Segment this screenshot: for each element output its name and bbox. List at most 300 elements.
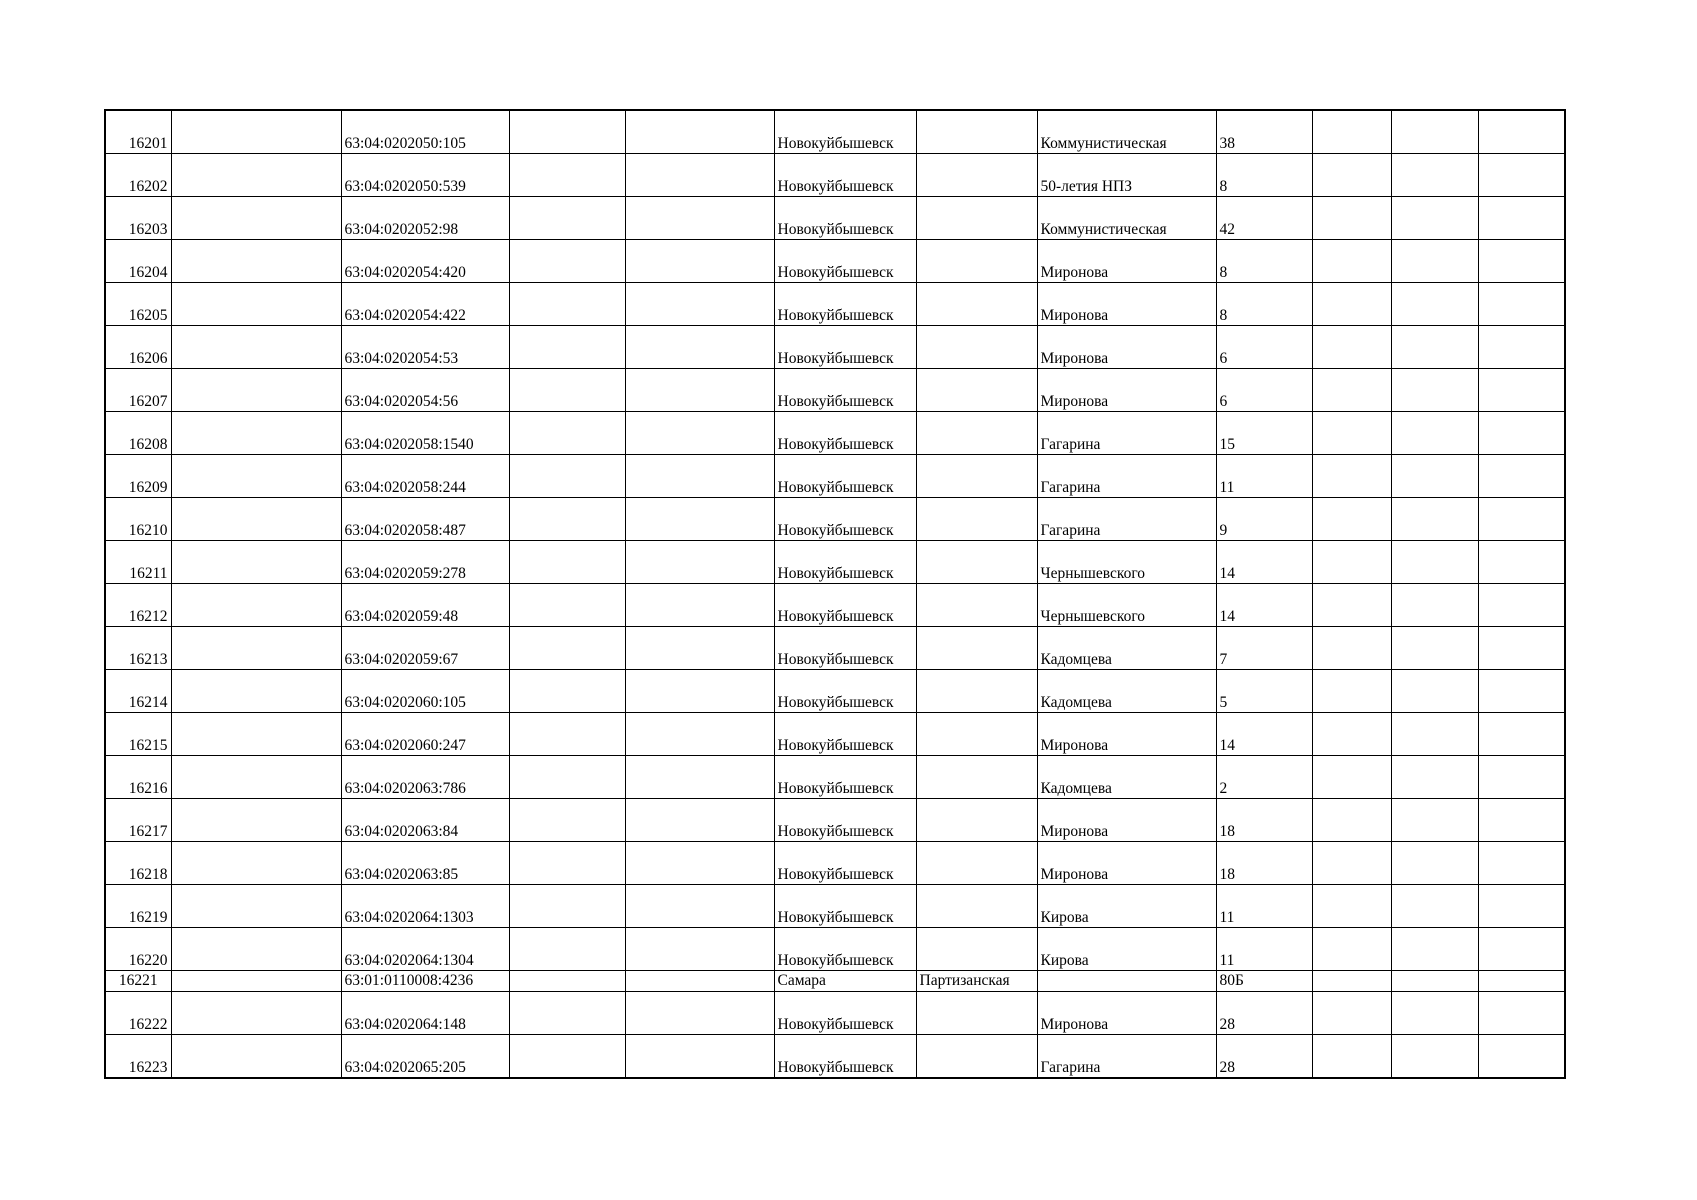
empty-cell <box>171 541 341 584</box>
house-number: 38 <box>1216 110 1312 154</box>
city-name: Новокуйбышевск <box>774 627 916 670</box>
empty-cell <box>1478 110 1565 154</box>
empty-cell <box>1037 971 1216 992</box>
empty-cell <box>509 992 625 1035</box>
city-name: Новокуйбышевск <box>774 110 916 154</box>
empty-cell <box>171 154 341 197</box>
record-number: 16201 <box>105 110 171 154</box>
empty-cell <box>1478 197 1565 240</box>
house-number: 11 <box>1216 928 1312 971</box>
city-name: Новокуйбышевск <box>774 455 916 498</box>
cadastral-number: 63:04:0202058:1540 <box>341 412 509 455</box>
empty-cell <box>916 584 1037 627</box>
record-number: 16221 <box>105 971 171 992</box>
empty-cell <box>1478 992 1565 1035</box>
empty-cell <box>1391 455 1478 498</box>
empty-cell <box>1478 627 1565 670</box>
empty-cell <box>1478 541 1565 584</box>
empty-cell <box>1312 992 1391 1035</box>
street-name: Кирова <box>1037 885 1216 928</box>
street-name: Чернышевского <box>1037 584 1216 627</box>
table-body <box>105 110 1565 1078</box>
empty-cell <box>916 756 1037 799</box>
empty-cell <box>1478 670 1565 713</box>
empty-cell <box>509 197 625 240</box>
record-number: 16207 <box>105 369 171 412</box>
street-name: Чернышевского <box>1037 541 1216 584</box>
empty-cell <box>1391 756 1478 799</box>
city-name: Новокуйбышевск <box>774 885 916 928</box>
empty-cell <box>509 928 625 971</box>
empty-cell <box>916 154 1037 197</box>
house-number: 7 <box>1216 627 1312 670</box>
empty-cell <box>509 756 625 799</box>
empty-cell <box>509 455 625 498</box>
empty-cell <box>1391 541 1478 584</box>
empty-cell <box>1312 928 1391 971</box>
empty-cell <box>1478 369 1565 412</box>
table-row <box>105 928 1565 971</box>
empty-cell <box>1312 584 1391 627</box>
street-name: Кирова <box>1037 928 1216 971</box>
empty-cell <box>1391 240 1478 283</box>
street-name: Коммунистическая <box>1037 197 1216 240</box>
table-row <box>105 885 1565 928</box>
cadastral-number: 63:04:0202064:1303 <box>341 885 509 928</box>
empty-cell <box>916 713 1037 756</box>
empty-cell <box>509 154 625 197</box>
empty-cell <box>916 1035 1037 1079</box>
record-number: 16212 <box>105 584 171 627</box>
record-number: 16222 <box>105 992 171 1035</box>
empty-cell <box>1312 842 1391 885</box>
street-name: Коммунистическая <box>1037 110 1216 154</box>
house-number: 11 <box>1216 885 1312 928</box>
empty-cell <box>171 756 341 799</box>
table-row <box>105 670 1565 713</box>
empty-cell <box>171 197 341 240</box>
empty-cell <box>625 326 774 369</box>
house-number: 15 <box>1216 412 1312 455</box>
record-number: 16219 <box>105 885 171 928</box>
empty-cell <box>916 885 1037 928</box>
empty-cell <box>509 885 625 928</box>
house-number: 5 <box>1216 670 1312 713</box>
empty-cell <box>1391 412 1478 455</box>
cadastral-number: 63:01:0110008:4236 <box>341 971 509 992</box>
empty-cell <box>1312 283 1391 326</box>
empty-cell <box>1391 283 1478 326</box>
house-number: 8 <box>1216 283 1312 326</box>
empty-cell <box>625 283 774 326</box>
empty-cell <box>625 110 774 154</box>
city-name: Самара <box>774 971 916 992</box>
empty-cell <box>625 756 774 799</box>
empty-cell <box>171 971 341 992</box>
house-number: 28 <box>1216 1035 1312 1079</box>
empty-cell <box>1478 885 1565 928</box>
street-name: Миронова <box>1037 713 1216 756</box>
empty-cell <box>1478 713 1565 756</box>
empty-cell <box>916 412 1037 455</box>
empty-cell <box>1312 240 1391 283</box>
empty-cell <box>625 627 774 670</box>
empty-cell <box>509 326 625 369</box>
empty-cell <box>1478 498 1565 541</box>
empty-cell <box>509 283 625 326</box>
empty-cell <box>625 670 774 713</box>
street-name: Гагарина <box>1037 455 1216 498</box>
table-row <box>105 541 1565 584</box>
table-row <box>105 154 1565 197</box>
empty-cell <box>625 584 774 627</box>
empty-cell <box>509 584 625 627</box>
empty-cell <box>509 369 625 412</box>
record-number: 16217 <box>105 799 171 842</box>
empty-cell <box>1478 326 1565 369</box>
empty-cell <box>916 369 1037 412</box>
empty-cell <box>1312 1035 1391 1079</box>
cadastral-number: 63:04:0202058:244 <box>341 455 509 498</box>
empty-cell <box>171 713 341 756</box>
cadastral-number: 63:04:0202064:1304 <box>341 928 509 971</box>
street-name: Миронова <box>1037 992 1216 1035</box>
empty-cell <box>1312 110 1391 154</box>
empty-cell <box>1312 197 1391 240</box>
empty-cell <box>1312 971 1391 992</box>
table-row <box>105 412 1565 455</box>
empty-cell <box>625 1035 774 1079</box>
empty-cell <box>916 842 1037 885</box>
empty-cell <box>171 992 341 1035</box>
empty-cell <box>625 541 774 584</box>
empty-cell <box>1312 627 1391 670</box>
empty-cell <box>916 541 1037 584</box>
empty-cell <box>1312 455 1391 498</box>
cadastral-number: 63:04:0202059:67 <box>341 627 509 670</box>
empty-cell <box>1391 326 1478 369</box>
empty-cell <box>171 110 341 154</box>
city-name: Новокуйбышевск <box>774 154 916 197</box>
street-name: Миронова <box>1037 240 1216 283</box>
cadastral-number: 63:04:0202065:205 <box>341 1035 509 1079</box>
empty-cell <box>509 110 625 154</box>
record-number: 16215 <box>105 713 171 756</box>
empty-cell <box>509 971 625 992</box>
cadastral-number: 63:04:0202054:420 <box>341 240 509 283</box>
empty-cell <box>916 670 1037 713</box>
street-name: Гагарина <box>1037 498 1216 541</box>
table-row <box>105 756 1565 799</box>
empty-cell <box>1312 799 1391 842</box>
empty-cell <box>1478 154 1565 197</box>
record-number: 16206 <box>105 326 171 369</box>
empty-cell <box>171 627 341 670</box>
empty-cell <box>916 283 1037 326</box>
empty-cell <box>916 992 1037 1035</box>
city-name: Новокуйбышевск <box>774 713 916 756</box>
empty-cell <box>1312 369 1391 412</box>
empty-cell <box>509 541 625 584</box>
record-number: 16203 <box>105 197 171 240</box>
city-name: Новокуйбышевск <box>774 928 916 971</box>
record-number: 16213 <box>105 627 171 670</box>
cadastral-number: 63:04:0202063:786 <box>341 756 509 799</box>
cadastral-number: 63:04:0202060:105 <box>341 670 509 713</box>
empty-cell <box>1391 971 1478 992</box>
empty-cell <box>625 240 774 283</box>
cadastral-number: 63:04:0202050:105 <box>341 110 509 154</box>
street-name: Гагарина <box>1037 1035 1216 1079</box>
city-name: Новокуйбышевск <box>774 670 916 713</box>
empty-cell <box>171 799 341 842</box>
empty-cell <box>1312 756 1391 799</box>
record-number: 16202 <box>105 154 171 197</box>
empty-cell <box>1391 670 1478 713</box>
empty-cell <box>1478 240 1565 283</box>
cadastral-number: 63:04:0202064:148 <box>341 992 509 1035</box>
house-number: 28 <box>1216 992 1312 1035</box>
city-name: Новокуйбышевск <box>774 541 916 584</box>
record-number: 16216 <box>105 756 171 799</box>
record-number: 16208 <box>105 412 171 455</box>
table-row <box>105 369 1565 412</box>
street-name: Миронова <box>1037 799 1216 842</box>
empty-cell <box>625 369 774 412</box>
street-name: Миронова <box>1037 842 1216 885</box>
empty-cell <box>916 498 1037 541</box>
table-row <box>105 584 1565 627</box>
record-number: 16214 <box>105 670 171 713</box>
house-number: 11 <box>1216 455 1312 498</box>
empty-cell <box>625 992 774 1035</box>
cadastral-number: 63:04:0202054:56 <box>341 369 509 412</box>
record-number: 16211 <box>105 541 171 584</box>
city-name: Новокуйбышевск <box>774 992 916 1035</box>
empty-cell <box>625 842 774 885</box>
house-number: 6 <box>1216 369 1312 412</box>
city-name: Новокуйбышевск <box>774 197 916 240</box>
table-row <box>105 326 1565 369</box>
empty-cell <box>1478 928 1565 971</box>
city-name: Новокуйбышевск <box>774 584 916 627</box>
empty-cell <box>625 928 774 971</box>
empty-cell <box>1478 799 1565 842</box>
house-number: 80Б <box>1216 971 1312 992</box>
street-name: Партизанская <box>916 971 1037 992</box>
empty-cell <box>1478 971 1565 992</box>
city-name: Новокуйбышевск <box>774 842 916 885</box>
street-name: Кадомцева <box>1037 756 1216 799</box>
record-number: 16210 <box>105 498 171 541</box>
empty-cell <box>1312 541 1391 584</box>
empty-cell <box>171 584 341 627</box>
empty-cell <box>625 154 774 197</box>
empty-cell <box>171 369 341 412</box>
empty-cell <box>1391 928 1478 971</box>
cadastral-number: 63:04:0202059:278 <box>341 541 509 584</box>
empty-cell <box>171 1035 341 1079</box>
empty-cell <box>171 240 341 283</box>
empty-cell <box>1312 670 1391 713</box>
empty-cell <box>1478 412 1565 455</box>
street-name: Кадомцева <box>1037 670 1216 713</box>
empty-cell <box>625 498 774 541</box>
cadastral-number: 63:04:0202063:85 <box>341 842 509 885</box>
cadastral-number: 63:04:0202050:539 <box>341 154 509 197</box>
empty-cell <box>509 627 625 670</box>
empty-cell <box>1478 1035 1565 1079</box>
empty-cell <box>625 455 774 498</box>
empty-cell <box>1391 713 1478 756</box>
empty-cell <box>1391 799 1478 842</box>
table-row <box>105 197 1565 240</box>
empty-cell <box>916 197 1037 240</box>
street-name: Кадомцева <box>1037 627 1216 670</box>
empty-cell <box>916 799 1037 842</box>
empty-cell <box>916 627 1037 670</box>
house-number: 14 <box>1216 541 1312 584</box>
house-number: 2 <box>1216 756 1312 799</box>
house-number: 8 <box>1216 240 1312 283</box>
record-number: 16223 <box>105 1035 171 1079</box>
city-name: Новокуйбышевск <box>774 799 916 842</box>
empty-cell <box>1312 498 1391 541</box>
cadastral-number: 63:04:0202063:84 <box>341 799 509 842</box>
empty-cell <box>509 799 625 842</box>
empty-cell <box>625 885 774 928</box>
empty-cell <box>1391 369 1478 412</box>
table-row <box>105 971 1565 992</box>
empty-cell <box>171 670 341 713</box>
empty-cell <box>509 1035 625 1079</box>
empty-cell <box>1391 627 1478 670</box>
city-name: Новокуйбышевск <box>774 1035 916 1079</box>
record-number: 16220 <box>105 928 171 971</box>
empty-cell <box>171 842 341 885</box>
city-name: Новокуйбышевск <box>774 326 916 369</box>
empty-cell <box>171 412 341 455</box>
empty-cell <box>1391 197 1478 240</box>
table-row <box>105 992 1565 1035</box>
empty-cell <box>509 713 625 756</box>
cadastral-records-table <box>104 109 1566 1079</box>
empty-cell <box>1312 713 1391 756</box>
empty-cell <box>625 971 774 992</box>
table-row <box>105 498 1565 541</box>
empty-cell <box>916 240 1037 283</box>
empty-cell <box>1478 584 1565 627</box>
street-name: Гагарина <box>1037 412 1216 455</box>
empty-cell <box>1391 584 1478 627</box>
street-name: Миронова <box>1037 283 1216 326</box>
cadastral-number: 63:04:0202054:53 <box>341 326 509 369</box>
table-row <box>105 799 1565 842</box>
table-row <box>105 455 1565 498</box>
empty-cell <box>1391 885 1478 928</box>
table-row <box>105 842 1565 885</box>
empty-cell <box>1312 412 1391 455</box>
street-name: Миронова <box>1037 369 1216 412</box>
table-row <box>105 713 1565 756</box>
empty-cell <box>1391 498 1478 541</box>
table-row <box>105 627 1565 670</box>
empty-cell <box>625 799 774 842</box>
table-row <box>105 283 1565 326</box>
empty-cell <box>171 928 341 971</box>
record-number: 16209 <box>105 455 171 498</box>
empty-cell <box>1478 455 1565 498</box>
cadastral-number: 63:04:0202060:247 <box>341 713 509 756</box>
empty-cell <box>1312 326 1391 369</box>
empty-cell <box>625 197 774 240</box>
record-number: 16204 <box>105 240 171 283</box>
table-row <box>105 240 1565 283</box>
empty-cell <box>916 110 1037 154</box>
empty-cell <box>1391 154 1478 197</box>
street-name: 50-летия НПЗ <box>1037 154 1216 197</box>
empty-cell <box>171 283 341 326</box>
cadastral-number: 63:04:0202058:487 <box>341 498 509 541</box>
empty-cell <box>625 412 774 455</box>
table-row <box>105 1035 1565 1079</box>
table-row <box>105 110 1565 154</box>
house-number: 18 <box>1216 842 1312 885</box>
city-name: Новокуйбышевск <box>774 369 916 412</box>
city-name: Новокуйбышевск <box>774 240 916 283</box>
city-name: Новокуйбышевск <box>774 283 916 326</box>
house-number: 42 <box>1216 197 1312 240</box>
record-number: 16205 <box>105 283 171 326</box>
empty-cell <box>1312 885 1391 928</box>
empty-cell <box>171 885 341 928</box>
empty-cell <box>1391 110 1478 154</box>
house-number: 18 <box>1216 799 1312 842</box>
empty-cell <box>1312 154 1391 197</box>
house-number: 14 <box>1216 584 1312 627</box>
cadastral-number: 63:04:0202054:422 <box>341 283 509 326</box>
empty-cell <box>509 412 625 455</box>
house-number: 6 <box>1216 326 1312 369</box>
record-number: 16218 <box>105 842 171 885</box>
house-number: 14 <box>1216 713 1312 756</box>
empty-cell <box>625 713 774 756</box>
cadastral-number: 63:04:0202059:48 <box>341 584 509 627</box>
city-name: Новокуйбышевск <box>774 412 916 455</box>
empty-cell <box>1391 992 1478 1035</box>
empty-cell <box>1478 842 1565 885</box>
house-number: 9 <box>1216 498 1312 541</box>
empty-cell <box>916 455 1037 498</box>
empty-cell <box>1391 842 1478 885</box>
empty-cell <box>509 240 625 283</box>
empty-cell <box>1391 1035 1478 1079</box>
empty-cell <box>171 326 341 369</box>
empty-cell <box>509 842 625 885</box>
house-number: 8 <box>1216 154 1312 197</box>
empty-cell <box>916 326 1037 369</box>
city-name: Новокуйбышевск <box>774 756 916 799</box>
empty-cell <box>171 498 341 541</box>
empty-cell <box>916 928 1037 971</box>
empty-cell <box>509 498 625 541</box>
street-name: Миронова <box>1037 326 1216 369</box>
city-name: Новокуйбышевск <box>774 498 916 541</box>
empty-cell <box>171 455 341 498</box>
empty-cell <box>1478 283 1565 326</box>
cadastral-number: 63:04:0202052:98 <box>341 197 509 240</box>
empty-cell <box>1478 756 1565 799</box>
